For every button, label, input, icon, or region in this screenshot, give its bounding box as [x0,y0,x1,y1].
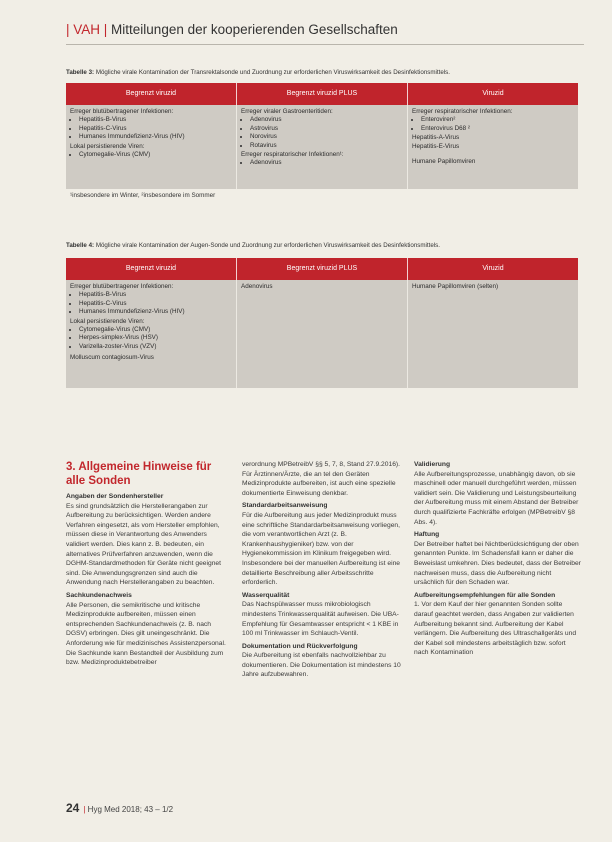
list-item: • Enteroviren² [421,116,574,124]
text-column-1 [66,460,228,668]
group-title: Erreger respiratorischer Infektionen: [412,108,513,115]
paragraph-standard: Für die Aufbereitung aus jeder Medizinprodukt muss eine schriftliche Standardarbeitsanweisung vorliegen, die vom verantwortlichen Arzt (z. B. Krankenhaushygieniker) bzw. von der Hygienekommission im Klinikum freigegeben wird. Insbesondere bei der manuellen Aufbereitung ist eine detaillierte Beschreibung aller Arbeitsschritte erforderlich. [242,511,401,587]
table3-caption [66,69,582,76]
table3-footnote: ¹insbesondere im Winter, ²insbesondere im Sommer [70,192,216,199]
group-title: Lokal persistierende Viren: [70,317,145,325]
table4-header-cell: Begrenzt viruzid [125,265,177,272]
list-item: • Cytomegalie-Virus (CMV) [79,151,232,159]
list-item: • Hepatitis-B-Virus [79,291,232,299]
table3-body-row [66,105,578,189]
table-line: Adenovirus [241,283,273,290]
list-item: • Cytomegalie-Virus (CMV) [79,326,232,334]
list-item: • Hepatitis-C-Virus [79,125,232,133]
paragraph-validierung: Alle Aufbereitungsprozesse, unabhängig davon, ob sie maschinell oder manuell durchgeführt werden, müssen validiert sein. Die Validierung und Leistungsbeurteilung der Aufbereitung muss mit einem Abstand der Betreiber durch qualifizierte Fachkräfte erfolgen (MPBetreibV §8 Abs. 4). [414,470,579,526]
list-item: • Adenovirus [250,159,403,167]
group-title: Erreger viraler Gastroenteritiden: [241,108,333,115]
table4-header-cell: Viruzid [407,258,578,280]
table4-caption-text: Mögliche virale Kontamination der Augen-Sonde und Zuordnung zur erforderlichen Viruswirksamkeit des Desinfektionsmittels. [95,242,440,249]
group-title: Erreger respiratorischer Infektionen¹: [241,151,344,159]
section-title: 3. Allgemeine Hinweise für alle Sonden [66,461,212,487]
list-item: • Rotavirus [250,142,403,150]
table-line: Molluscum contagiosum-Virus [70,354,154,362]
table-line: Hepatitis-E-Virus [412,142,460,150]
table4-cell-viruzid [407,280,578,388]
group-title: Lokal persistierende Viren: [70,142,145,150]
list-item: • Humanes Immundefizienz-Virus (HIV) [79,133,232,141]
table3-caption-label: Tabelle 3: [66,69,95,76]
list-item: • Adenovirus [250,116,403,124]
page-footer: 24 | Hyg Med 2018; 43 – 1/2 [66,801,174,815]
table-line: Humane Papillomviren (selten) [412,283,499,290]
table4-header-row [66,258,578,280]
list-item: • Hepatitis-C-Virus [79,300,232,308]
list-item: • Astrovirus [250,125,403,133]
table4-cell-begrenzt [66,280,236,388]
table4 [66,258,578,388]
paragraph-doku: Die Aufbereitung ist ebenfalls nachvollziehbar zu dokumentieren. Die Dokumentation ist mindestens 10 Jahre aufzubewahren. [242,652,401,679]
group-title: Erreger blutübertragener Infektionen: [70,283,174,290]
subheading-sachkunde: Sachkundenachweis [66,591,132,599]
group-title: Erreger blutübertragener Infektionen: [70,108,174,115]
table4-caption-label: Tabelle 4: [66,242,95,249]
subheading-angaben: Angaben der Sondenhersteller [66,493,164,500]
text-column-3 [414,460,582,658]
paragraph-empfehlungen: 1. Vor dem Kauf der hier genannten Sonden sollte darauf geachtet werden, dass Angaben zur validierten Aufbereitung bekannt sind. Aufbereitung der Kabel verlängern. Die Aufbereitung des Ultraschallgeräts und der Kabel soll mindestens arbeitstäglich bzw. sofort nach Kontamination [414,601,577,657]
table3-cell-begrenzt-plus [236,105,407,189]
paragraph-sachkunde: Alle Personen, die semikritische und kritische Medizinprodukte aufbereiten, müssen einen entsprechenden Sachkundenachweis (z. B. nach DGSV) erbringen. Dies gilt uneingeschränkt. Die Anforderung wie für medizinisches Assistenzpersonal. Die Sachkunde kann Bestandteil der Ausbildung zum bzw. Medizinproduktebetreiber [66,601,226,667]
header-vah: VAH [73,22,101,37]
subheading-validierung: Validierung [414,461,451,468]
subheading-empfehlungen: Aufbereitungsempfehlungen für alle Sonden [414,591,556,599]
paragraph-wasser: Das Nachspülwasser muss mikrobiologisch mindestens Trinkwasserqualität aufweisen. Die UBA-Empfehlung für Gesamtwasser entspricht < 1 KBE in 100 ml Trinkwasser im Schlauch-Ventil. [242,601,399,638]
subheading-haftung: Haftung [414,531,440,539]
journal-citation: Hyg Med 2018; 43 – 1/2 [87,805,174,814]
table3-header-cell: Begrenzt viruzid PLUS [236,83,407,105]
table3-caption-text: Mögliche virale Kontamination der Transrektalsonde und Zuordnung zur erforderlichen Viruswirksamkeit des Desinfektionsmittels. [95,69,450,76]
header-rule [66,44,584,45]
table3 [66,83,578,202]
list-item: • Norovirus [250,133,403,141]
table4-cell-begrenzt-plus [236,280,407,388]
page-header: | VAH | Mitteilungen der kooperierenden Gesellschaften [66,22,398,37]
table3-cell-begrenzt [66,105,236,189]
table3-header-row [66,83,578,105]
list-item: • Hepatitis-B-Virus [79,116,232,124]
table4-header-cell: Begrenzt viruzid PLUS [236,258,407,280]
table4-caption [66,242,582,249]
page-number: 24 [66,801,80,815]
table3-header-cell: Begrenzt viruzid [125,90,177,97]
table4-body-row [66,280,578,388]
list-item: • Varizella-zoster-Virus (VZV) [79,343,232,351]
subheading-standard: Standardarbeitsanweisung [242,502,328,510]
header-title: Mitteilungen der kooperierenden Gesellschaften [111,22,398,37]
text-column-2 [242,460,402,680]
paragraph-angaben: Es sind grundsätzlich die Herstellerangaben zur Aufbereitung zu berücksichtigen. Werden andere Verfahren eingesetzt, als vom Hersteller empfohlen, müssen diese in Verantwortung des Anwenders validiert werden. Dies kann z. B. bedeuten, ein alternatives Prüfverfahren anzuwenden, wenn die DGHM-Standardmethoden für Geräte nicht geeignet sind. Die Anwendungsgrenzen sind auch die Anwendung nach Herstellerangaben zu beachten. [66,502,222,587]
paragraph-haftung: Der Betreiber haftet bei Nichtberücksichtigung der oben genannten Punkte. Im Schadensfall kann er daher die Beweislast umkehren. Dies bedeutet, dass der Betreiber nachweisen muss, dass die Aufbereitung nicht ursächlich für den Schaden war. [414,540,581,587]
list-item: • Enterovirus D68 ² [421,125,574,133]
subheading-wasser: Wasserqualität [242,591,290,599]
table-line: Hepatitis-A-Virus [412,134,460,142]
list-item: • Herpes-simplex-Virus (HSV) [79,334,232,342]
subheading-doku: Dokumentation und Rückverfolgung [242,642,358,650]
paragraph-continued: verordnung MPBetreibV §§ 5, 7, 8, Stand 27.9.2016). Für Ärztinnen/Ärzte, die an tel den Geräten Medizinprodukte aufbereiten, ist auch eine spezielle dokumentierte Einweisung denkbar. [242,461,401,497]
list-item: • Humanes Immundefizienz-Virus (HIV) [79,308,232,316]
table-line: Humane Papillomviren [412,158,476,166]
table3-cell-viruzid [407,105,578,189]
table3-header-cell: Viruzid [407,83,578,105]
